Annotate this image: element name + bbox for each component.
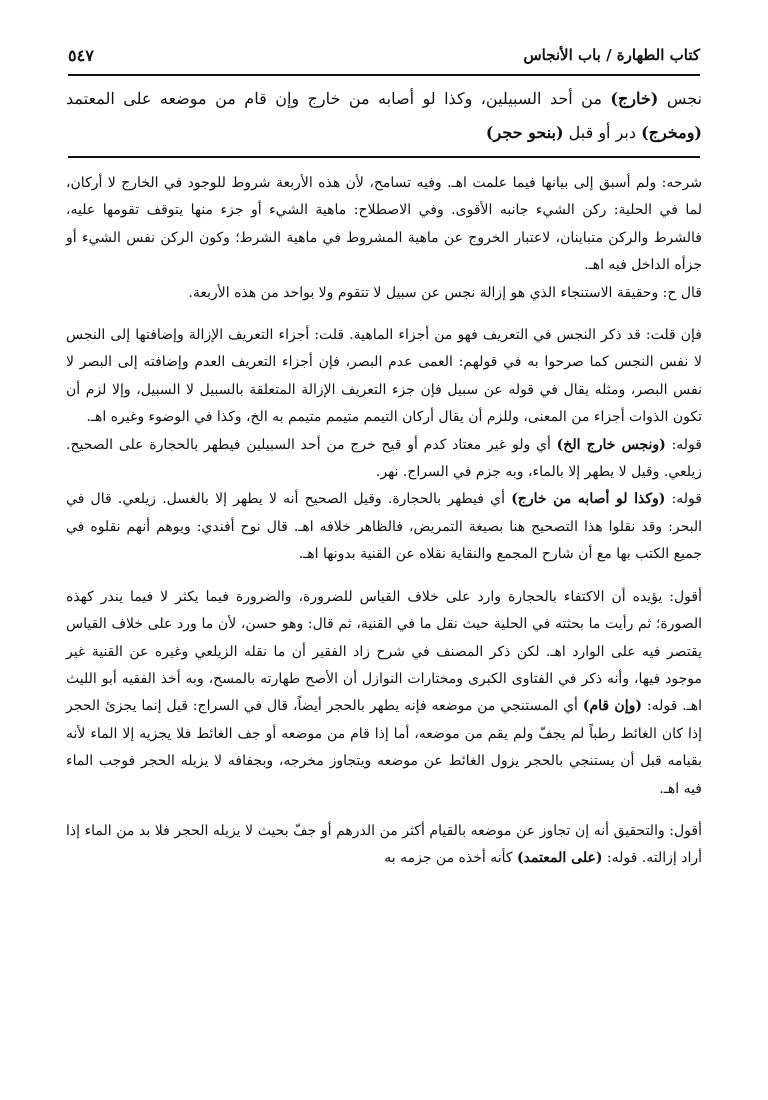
matn-keyword: (خارج)	[610, 89, 659, 108]
quoted-phrase: (على المعتمد)	[517, 850, 603, 867]
matn-keyword: (بنحو حجر)	[485, 123, 564, 142]
main-text	[66, 82, 702, 150]
paragraph-text: أقول: يؤيده أن الاكتفاء بالحجارة وارد على خلاف القياس للضرورة، والضرورة فيما يكثر لا فيما يندر كهذه الصورة؛ ثم رأيت ما بحثته في الحلية حيث نقل ما في القنية، ثم قال: وهو حسن، لأن ما ورد على خلاف القياس يقتصر فيه على الوارد اهـ. لكن ذكر المصنف في شرح زاد الفقير أن ما نقله الزيلعي وغيره عن القنية غير موجود فيها، وأنه ذكر في الفتاوى الكبرى ومختارات النوازل أن الأصح طهارته بالمسح، وبه أخذ الفقيه أبو الليث اهـ. قوله:	[66, 588, 703, 715]
commentary-paragraph	[66, 584, 702, 803]
paragraph-text: أي فيطهر بالحجارة. وقيل الصحيح أنه لا يطهر إلا بالغسل. زيلعي. قال في البحر: وقد نقلوا هذا التصحيح هنا بصيغة التمريض، فالظاهر خلافه اهـ. قال نوح أفندي: ويوهم أنهم نقلوه في جميع الكتب بها مع أن شارح المجمع والنقاية نقلاه عن القنية بدونها اهـ.	[66, 491, 702, 563]
separator-line	[68, 156, 700, 158]
paragraph-text: قوله:	[665, 436, 702, 453]
commentary-text	[66, 170, 702, 873]
paragraph-text: كأنه أخذه من جزمه به	[384, 850, 518, 867]
matn-text: من أحد السبيلين، وكذا لو أصابه من خارج وإن قام من موضعه على المعتمد	[66, 89, 611, 108]
matn-text: نجس	[658, 89, 702, 108]
page-number: ٥٤٧	[68, 46, 94, 65]
paragraph-text: أي المستنجي من موضعه فإنه يطهر بالحجر أيضاً، قال في السراج: قيل إنما يجزئ الحجر إذا كان الغائط رطباً لم يجفّ ولم يقم من موضعه، أما إذا قام من موضعه أو جف الغائط فلا يجزيه إلا الماء لأنه بقيامه قبل أن يستنجي بالحجر يزول الغائط عن موضعه ويتجاوز مخرجه، وبجفافه لا يزيله الحجر فوجب الماء فيه اهـ.	[66, 698, 702, 797]
running-header	[68, 44, 700, 76]
commentary-paragraph	[66, 432, 702, 487]
quoted-phrase: (ونجس خارج الخ)	[556, 436, 666, 453]
paragraph-text: قوله:	[665, 491, 702, 508]
paragraph-text: أي ولو غير معتاد كدم أو قيح خرج من أحد السبيلين فيطهر بالحجارة على الصحيح. زيلعي. وقيل لا يطهر إلا بالماء، وبه جزم في السراج. نهر.	[66, 436, 702, 481]
quoted-phrase: (وإن قام)	[582, 698, 642, 715]
commentary-paragraph: شرحه: ولم أسبق إلى بيانها فيما علمت اهـ. وفيه تسامح، لأن هذه الأربعة شروط للوجود في الخارج لا أركان، لما في الحلية: ركن الشيء جانبه الأقوى. وفي الاصطلاح: ماهية الشيء أو جزء منها يتوقف تقومها عليه، فالشرط والركن متباينان، لاعتبار الخروج عن ماهية المشروط في ماهية الشرط؛ وكون الركن نفس الشيء أو جزأه الداخل فيه اهـ.	[66, 175, 702, 274]
commentary-paragraph: قال ح: وحقيقة الاستنجاء الذي هو إزالة نجس عن سبيل لا تتقوم ولا بواحد من هذه الأربعة.	[188, 284, 702, 301]
commentary-paragraph	[66, 486, 702, 568]
paragraph-text: أقول: والتحقيق أنه إن تجاوز عن موضعه بالقيام أكثر من الدرهم أو جفّ بحيث لا يزيله الحجر فلا بد من الماء إذا أراد إزالته. قوله:	[66, 822, 702, 867]
matn-text: دبر أو قبل	[563, 123, 642, 142]
commentary-paragraph: فإن قلت: قد ذكر النجس في التعريف فهو من أجزاء الماهية. قلت: أجزاء التعريف الإزالة وإضافتها إلى النجس لا نفس النجس كما صرحوا به في قولهم: العمى عدم البصر، فإن أجزاء التعريف العدم وإضافته إلى البصر لا نفس البصر، ومثله يقال في قوله عن سبيل فإن جزء التعريف الإزالة المتعلقة بالسبيل لا السبيل، وإلا لزم أن تكون الذوات أجزاء من المعنى، وللزم أن يقال أركان التيمم متيمم متيمم به الخ، وكذا في الوضوء وغيره اهـ.	[66, 327, 702, 426]
matn-keyword: (ومخرج)	[641, 123, 702, 142]
quoted-phrase: (وكذا لو أصابه من خارج)	[511, 491, 666, 508]
commentary-paragraph	[66, 818, 702, 873]
chapter-title: كتاب الطهارة / باب الأنجاس	[523, 46, 700, 64]
